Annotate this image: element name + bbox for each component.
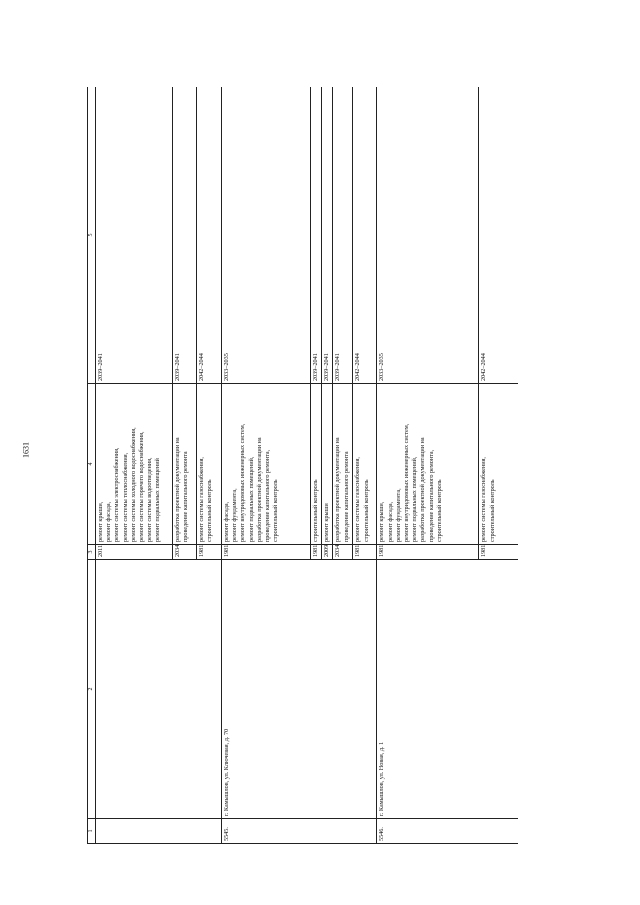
header-col-1: 1 [88, 819, 96, 844]
year-cell: 1981 [479, 545, 518, 560]
work-item: ремонт фасада, [223, 501, 230, 542]
works-cell [222, 384, 311, 545]
works-cell [96, 384, 173, 545]
work-item: ремонт системы газоснабжения, [480, 457, 488, 542]
work-item: строительный контроль [312, 479, 319, 542]
period-cell: 2042–2044 [479, 87, 518, 384]
year-cell: 2034 [333, 545, 353, 560]
works-cell [311, 384, 322, 545]
address-cell: г. Камышлов, ул. Ключевая, д. 70 [222, 560, 377, 819]
period-cell: 2042–2044 [353, 87, 377, 384]
work-item: ремонт системы теплоснабжения, [121, 452, 129, 542]
works-cell [377, 384, 479, 545]
header-col-2: 2 [88, 560, 96, 819]
work-item: ремонт подвальных помещений, [411, 456, 419, 542]
work-item: строительный контроль [206, 479, 214, 542]
work-item: строительный контроль [362, 479, 370, 542]
year-cell: 1981 [311, 545, 322, 560]
work-item: ремонт фундамента, [394, 488, 402, 542]
year-cell: 2011 [96, 545, 173, 560]
work-item: ремонт крыши, [97, 501, 104, 542]
period-cell: 2039–2041 [173, 87, 197, 384]
capital-repair-table [87, 87, 518, 844]
work-item: ремонт фундамента, [231, 488, 239, 542]
period-cell: 2039–2041 [333, 87, 353, 384]
year-cell: 2034 [173, 545, 197, 560]
table-row [222, 87, 311, 844]
work-item: ремонт системы газоснабжения, [198, 457, 205, 542]
period-cell: 2039–2041 [311, 87, 322, 384]
work-item: разработка проектной документации на [334, 437, 342, 542]
work-item: строительный контроль [488, 479, 496, 542]
works-cell [322, 384, 333, 545]
work-item: ремонт подвальных помещений [154, 458, 162, 542]
period-cell: 2042–2044 [197, 87, 222, 384]
address-cell [96, 560, 222, 819]
work-item: ремонт системы холодного водоснабжения, [129, 427, 137, 542]
work-item: ремонт крыши, [378, 501, 386, 542]
table-header-row [88, 87, 96, 844]
works-cell [479, 384, 518, 545]
works-cell [197, 384, 222, 545]
period-cell: 2033–2035 [377, 87, 479, 384]
period-cell: 2039–2041 [96, 87, 173, 384]
year-cell: 1981 [353, 545, 377, 560]
work-item: ремонт внутридомовых инженерных систем, [402, 423, 410, 542]
period-cell: 2033–2035 [222, 87, 311, 384]
header-col-3: 3 [88, 545, 96, 560]
work-item: ремонт системы водоотведения, [146, 457, 154, 542]
works-cell [353, 384, 377, 545]
works-cell [333, 384, 353, 545]
table-row [377, 87, 479, 844]
page-number: 1631 [21, 442, 31, 458]
row-number-cell: 5546. [377, 819, 518, 844]
header-col-5: 5 [88, 87, 96, 384]
work-item: проведение капитального ремонта, [427, 449, 435, 542]
work-item: проведение капитального ремонта [342, 451, 350, 542]
work-item: ремонт системы газоснабжения, [354, 457, 362, 542]
work-item: строительный контроль [272, 479, 280, 542]
year-cell: 1981 [222, 545, 311, 560]
year-cell: 1981 [377, 545, 479, 560]
work-item: проведение капитального ремонта [182, 451, 190, 542]
work-item: ремонт подвальных помещений, [247, 456, 255, 542]
work-item: ремонт фасада, [105, 501, 113, 542]
work-item: проведение капитального ремонта, [263, 449, 271, 542]
work-item: ремонт системы электроснабжения, [113, 447, 121, 542]
works-cell [173, 384, 197, 545]
work-item: ремонт крыши [323, 503, 331, 542]
header-col-4: 4 [88, 384, 96, 545]
work-item: разработка проектной документации на [255, 437, 263, 542]
work-item: ремонт фасада, [386, 501, 394, 542]
work-item: разработка проектной документации на [174, 437, 181, 542]
work-item: строительный контроль [435, 479, 443, 542]
address-cell: г. Камышлов, ул. Новая, д. 1 [377, 560, 518, 819]
work-item: ремонт системы горячего водоснабжения, [137, 431, 145, 542]
row-number-cell [96, 819, 222, 844]
year-cell: 1981 [197, 545, 222, 560]
table-row [96, 87, 173, 844]
period-cell: 2039–2041 [322, 87, 333, 384]
rotated-table-frame [87, 87, 518, 844]
year-cell: 2009 [322, 545, 333, 560]
row-number-cell: 5545. [222, 819, 377, 844]
work-item: ремонт внутридомовых инженерных систем, [239, 423, 247, 542]
work-item: разработка проектной документации на [419, 437, 427, 542]
